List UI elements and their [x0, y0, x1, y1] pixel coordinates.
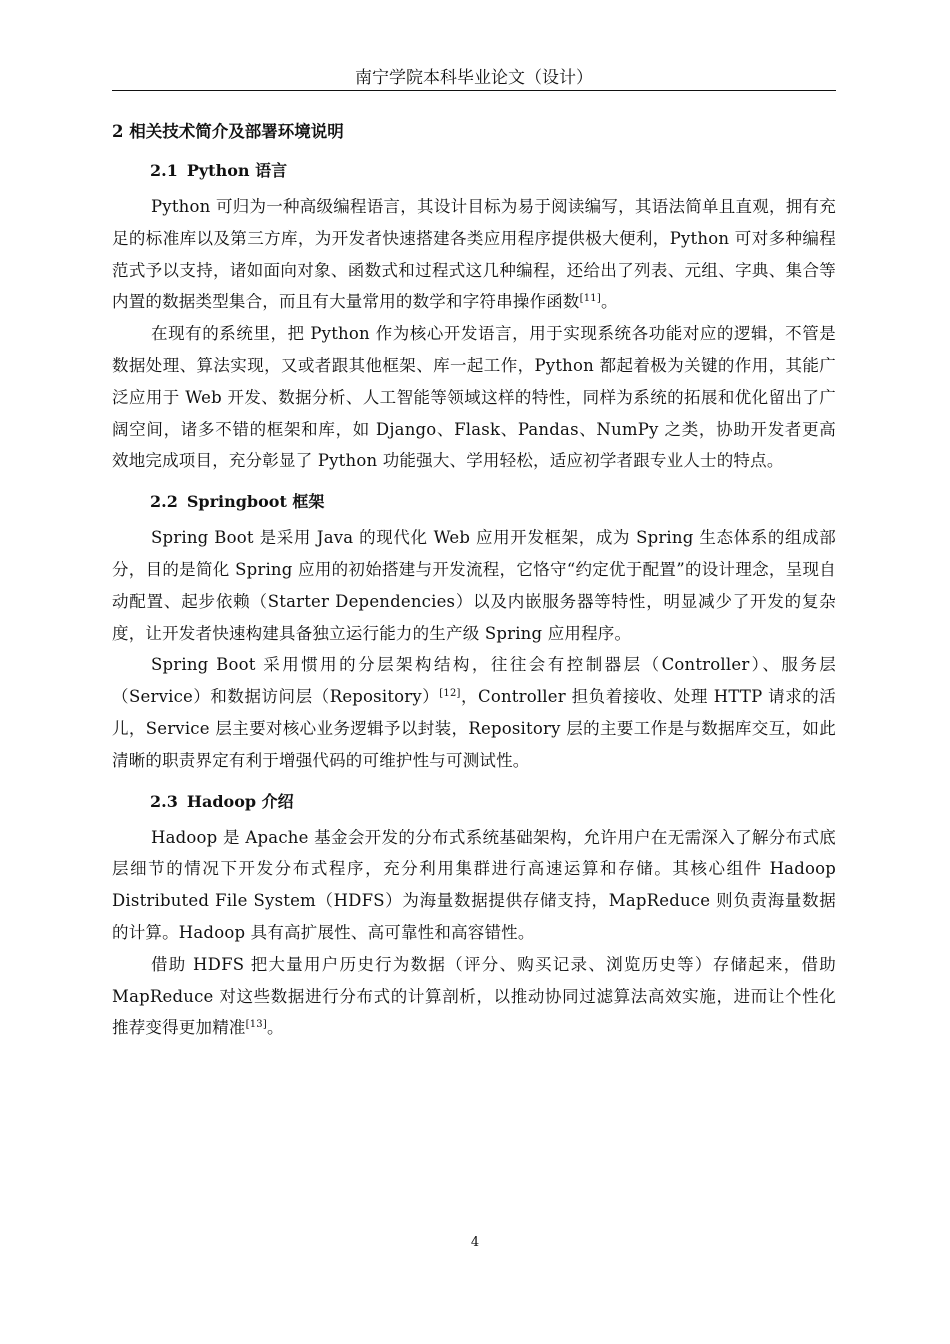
- paragraph-text: Spring Boot 采用惯用的分层架构结构，往往会有控制器层（Controller）、服务层（Service）和数据访问层（Repository）: [112, 655, 836, 707]
- body-paragraph: [112, 522, 836, 649]
- page-header: 南宁学院本科毕业论文（设计）: [355, 68, 593, 88]
- paragraph-text: Hadoop 是 Apache 基金会开发的分布式系统基础架构，允许用户在无需深入了解分布式底层细节的情况下开发分布式程序，充分利用集群进行高速运算和存储。其核心组件 Hadoop Distributed File System（HDFS）为海量数据提供存储支持，MapReduce 则负责海量数据的计算。Hadoop 具有高扩展性、高可靠性和高容错性。: [112, 827, 836, 942]
- chapter-heading: 2 相关技术简介及部署环境说明: [112, 122, 344, 141]
- section-number: 2.1: [150, 161, 178, 180]
- paragraph-text: Python 可归为一种高级编程语言，其设计目标为易于阅读编写，其语法简单且直观，拥有充足的标准库以及第三方库，为开发者快速搭建各类应用程序提供极大便利，Python 可对多种编程范式予以支持，诸如面向对象、函数式和过程式这几种编程，还给出了列表、元组、字典、集合等内置的数据类型集合，而且有大量常用的数学和字符串操作函数: [112, 197, 836, 312]
- section-heading: [112, 488, 836, 516]
- citation-ref[interactable]: [12]: [439, 688, 461, 700]
- paragraph-text: 借助 HDFS 把大量用户历史行为数据（评分、购买记录、浏览历史等）存储起来，借助 MapReduce 对这些数据进行分布式的计算剖析，以推动协同过滤算法高效实施，进而让个性化推荐变得更加精准: [112, 954, 836, 1038]
- section-title: Hadoop 介绍: [186, 791, 294, 811]
- section-number: 2.3: [150, 791, 178, 811]
- section-title: Springboot 框架: [186, 492, 325, 512]
- header-rule: [112, 90, 836, 91]
- section-heading: [112, 157, 836, 185]
- paragraph-text: 在现有的系统里，把 Python 作为核心开发语言，用于实现系统各功能对应的逻辑，不管是数据处理、算法实现，又或者跟其他框架、库一起工作，Python 都起着极为关键的作用，其能广泛应用于 Web 开发、数据分析、人工智能等领域这样的特性，同样为系统的拓展和优化留出了广阔空间，诸多不错的框架和库，如 Django、Flask、Pandas、NumPy 之类，协助开发者更高效地完成项目，充分彰显了 Python 功能强大、学用轻松，适应初学者跟专业人士的特点。: [112, 324, 836, 471]
- paragraph-tail: ，Controller 担负着接收、处理 HTTP 请求的活儿，Service 层主要对核心业务逻辑予以封装，Repository 层的主要工作是与数据库交互，如此清晰的职责界定有利于增强代码的可维护性与可测试性。: [112, 687, 836, 770]
- citation-ref[interactable]: [11]: [579, 293, 601, 305]
- section-number: 2.2: [150, 492, 178, 512]
- paragraph-tail: 。: [600, 292, 618, 312]
- body-paragraph: [112, 318, 836, 477]
- body-paragraph: [112, 949, 836, 1044]
- page-content: [112, 118, 836, 1044]
- section-heading: [112, 788, 836, 816]
- citation-ref[interactable]: [13]: [245, 1019, 267, 1031]
- body-paragraph: [112, 191, 836, 318]
- body-paragraph: [112, 649, 836, 776]
- page-number: 4: [470, 1235, 480, 1250]
- body-paragraph: [112, 822, 836, 949]
- paragraph-tail: 。: [266, 1018, 284, 1038]
- section-title: Python 语言: [186, 161, 288, 180]
- paragraph-text: Spring Boot 是采用 Java 的现代化 Web 应用开发框架，成为 Spring 生态体系的组成部分，目的是简化 Spring 应用的初始搭建与开发流程，它恪守“约定优于配置”的设计理念，呈现自动配置、起步依赖（Starter Dependencies）以及内嵌服务器等特性，明显减少了开发的复杂度，让开发者快速构建具备独立运行能力的生产级 Spring 应用程序。: [112, 528, 836, 643]
